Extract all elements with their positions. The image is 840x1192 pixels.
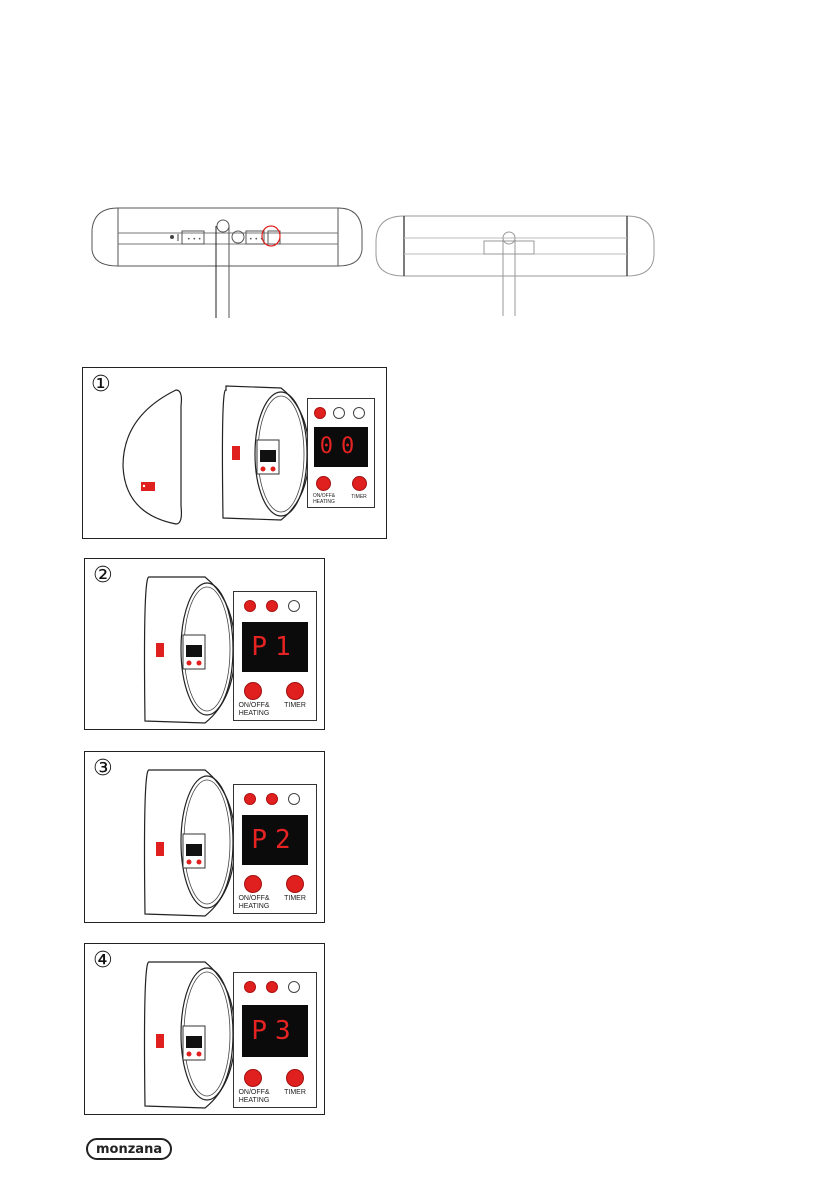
led-indicator-icon (266, 981, 278, 993)
led-indicator-icon (244, 600, 256, 612)
step-number: ① (91, 372, 111, 397)
on-off-heating-label: ON/OFF& HEATING (238, 895, 270, 910)
led-indicator-icon (244, 981, 256, 993)
step-number: ④ (93, 948, 113, 973)
control-panel (233, 972, 317, 1108)
heater-front-view-icon (211, 378, 311, 523)
on-off-heating-label: ON/OFF& HEATING (312, 493, 336, 505)
on-off-heating-label: ON/OFF& HEATING (238, 702, 270, 717)
display-screen: P1 (242, 622, 308, 672)
led-indicator-icon (288, 981, 300, 993)
brand-logo (86, 1138, 172, 1160)
control-panel (233, 591, 317, 721)
on-off-heating-button[interactable] (244, 875, 262, 893)
led-indicator-icon (288, 600, 300, 612)
svg-text:• • •: • • • (249, 236, 264, 243)
on-off-heating-button[interactable] (244, 682, 262, 700)
led-indicator-icon (288, 793, 300, 805)
heater-front-view-icon (137, 954, 237, 1109)
control-panel (307, 398, 375, 508)
timer-button[interactable] (286, 1069, 304, 1087)
led-indicator-icon (244, 793, 256, 805)
display-screen: 00 (314, 427, 368, 467)
step-number: ③ (93, 756, 113, 781)
timer-label: TIMER (284, 1089, 306, 1096)
timer-label: TIMER (284, 702, 306, 709)
step-panel-3 (84, 751, 325, 923)
heater-front-view-icon (137, 569, 237, 724)
display-screen: P2 (242, 815, 308, 865)
heater-front-view-icon (137, 762, 237, 917)
heater-top-view-diagram (372, 210, 662, 320)
led-indicator-icon (266, 793, 278, 805)
step-panel-2 (84, 558, 325, 730)
brand-logo-text: monzana (96, 1142, 163, 1157)
led-indicator-icon (266, 600, 278, 612)
timer-button[interactable] (352, 476, 367, 491)
heater-side-view-icon (121, 386, 191, 526)
timer-button[interactable] (286, 875, 304, 893)
on-off-heating-label: ON/OFF& HEATING (238, 1089, 270, 1104)
led-indicator-icon (353, 407, 365, 419)
step-number: ② (93, 563, 113, 588)
led-indicator-icon (314, 407, 326, 419)
led-indicator-icon (333, 407, 345, 419)
step-panel-4 (84, 943, 325, 1115)
timer-label: TIMER (284, 895, 306, 902)
display-screen: P3 (242, 1005, 308, 1057)
on-off-heating-button[interactable] (316, 476, 331, 491)
control-panel (233, 784, 317, 914)
svg-text:• • •: • • • (187, 236, 202, 243)
on-off-heating-button[interactable] (244, 1069, 262, 1087)
timer-button[interactable] (286, 682, 304, 700)
step-panel-1 (82, 367, 387, 539)
timer-label: TIMER (351, 494, 367, 500)
heater-bottom-view-diagram (88, 200, 368, 320)
